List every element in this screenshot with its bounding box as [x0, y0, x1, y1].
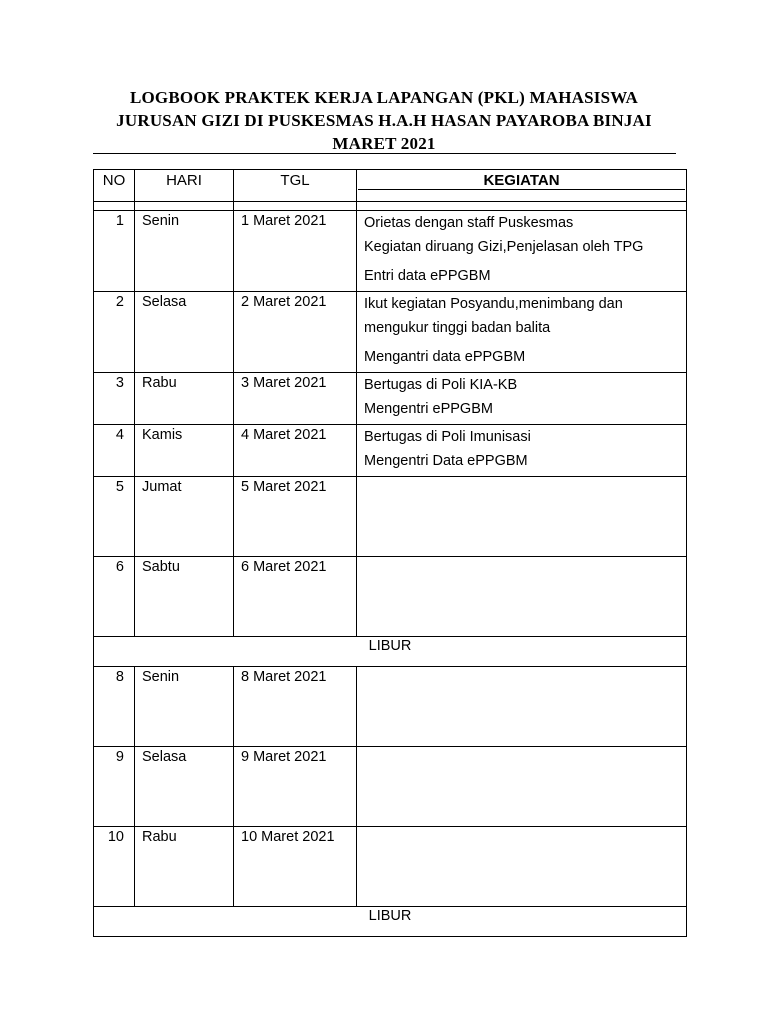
cell-kegiatan — [357, 292, 687, 373]
hari-value: Senin — [142, 669, 180, 685]
hari-value: Selasa — [142, 294, 187, 310]
cell-hari — [135, 477, 234, 557]
title-line-1: LOGBOOK PRAKTEK KERJA LAPANGAN (PKL) MAHASISWA — [129, 88, 639, 107]
header-spacer-row — [94, 202, 687, 211]
tgl-value: 10 Maret 2021 — [241, 829, 335, 845]
cell-no — [94, 373, 135, 425]
cell-no — [94, 667, 135, 747]
tgl-value: 6 Maret 2021 — [241, 559, 327, 575]
hari-value: Senin — [142, 213, 180, 229]
no-value: 10 — [107, 829, 124, 845]
title-line-3: MARET 2021 — [332, 134, 436, 153]
header-hari: HARI — [135, 170, 234, 202]
cell-no — [94, 827, 135, 907]
table-row — [94, 211, 687, 292]
libur-label: LIBUR — [368, 908, 412, 924]
kegiatan-line: Mengentri ePPGBM — [364, 401, 493, 417]
hari-value: Sabtu — [142, 559, 180, 575]
libur-cell — [94, 637, 687, 667]
tgl-value: 1 Maret 2021 — [241, 213, 327, 229]
cell-tgl — [234, 477, 357, 557]
libur-cell — [94, 907, 687, 937]
table-row — [94, 667, 687, 747]
cell-no — [94, 292, 135, 373]
kegiatan-line: Ikut kegiatan Posyandu,menimbang dan — [364, 296, 623, 312]
cell-hari — [135, 425, 234, 477]
no-value: 2 — [115, 294, 124, 310]
cell-hari — [135, 292, 234, 373]
tgl-value: 8 Maret 2021 — [241, 669, 327, 685]
no-value: 1 — [115, 213, 124, 229]
no-value: 4 — [115, 427, 124, 443]
cell-kegiatan — [357, 557, 687, 637]
document-title — [0, 86, 768, 155]
cell-no — [94, 557, 135, 637]
kegiatan-line: Bertugas di Poli KIA-KB — [364, 377, 518, 393]
no-value: 6 — [115, 559, 124, 575]
kegiatan-line: Orietas dengan staff Puskesmas — [364, 215, 574, 231]
cell-tgl — [234, 292, 357, 373]
hari-value: Kamis — [142, 427, 183, 443]
cell-tgl — [234, 557, 357, 637]
cell-hari — [135, 211, 234, 292]
hari-value: Rabu — [142, 375, 177, 391]
cell-no — [94, 477, 135, 557]
cell-kegiatan — [357, 827, 687, 907]
libur-label: LIBUR — [368, 638, 412, 654]
kegiatan-line: Mengantri data ePPGBM — [364, 349, 526, 365]
cell-kegiatan — [357, 667, 687, 747]
header-row — [94, 170, 687, 202]
libur-row — [94, 637, 687, 667]
hari-value: Rabu — [142, 829, 177, 845]
cell-hari — [135, 557, 234, 637]
tgl-value: 2 Maret 2021 — [241, 294, 327, 310]
kegiatan-line: Mengentri Data ePPGBM — [364, 453, 528, 469]
table-row — [94, 747, 687, 827]
cell-hari — [135, 373, 234, 425]
cell-no — [94, 425, 135, 477]
cell-hari — [135, 667, 234, 747]
cell-tgl — [234, 747, 357, 827]
logbook-body — [94, 211, 687, 937]
cell-kegiatan — [357, 373, 687, 425]
tgl-value: 3 Maret 2021 — [241, 375, 327, 391]
table-row — [94, 477, 687, 557]
table-row — [94, 557, 687, 637]
cell-tgl — [234, 425, 357, 477]
no-value: 3 — [115, 375, 124, 391]
libur-row — [94, 907, 687, 937]
title-line-2: JURUSAN GIZI DI PUSKESMAS H.A.H HASAN PAYAROBA BINJAI — [116, 111, 652, 130]
header-kegiatan — [357, 170, 687, 202]
header-tgl: TGL — [234, 170, 357, 202]
hari-value: Jumat — [142, 479, 182, 495]
cell-no — [94, 747, 135, 827]
table-row — [94, 425, 687, 477]
cell-hari — [135, 827, 234, 907]
header-kegiatan-label: KEGIATAN — [358, 170, 685, 190]
cell-kegiatan — [357, 747, 687, 827]
hari-value: Selasa — [142, 749, 187, 765]
tgl-value: 4 Maret 2021 — [241, 427, 327, 443]
cell-tgl — [234, 373, 357, 425]
table-row — [94, 373, 687, 425]
table-row — [94, 827, 687, 907]
cell-tgl — [234, 827, 357, 907]
no-value: 8 — [115, 669, 124, 685]
no-value: 5 — [115, 479, 124, 495]
cell-tgl — [234, 211, 357, 292]
title-underline — [93, 153, 676, 154]
cell-kegiatan — [357, 477, 687, 557]
cell-tgl — [234, 667, 357, 747]
logbook-table — [93, 169, 687, 937]
cell-kegiatan — [357, 211, 687, 292]
tgl-value: 5 Maret 2021 — [241, 479, 327, 495]
table-row — [94, 292, 687, 373]
kegiatan-line: Bertugas di Poli Imunisasi — [364, 429, 531, 445]
cell-no — [94, 211, 135, 292]
cell-hari — [135, 747, 234, 827]
cell-kegiatan — [357, 425, 687, 477]
kegiatan-line: mengukur tinggi badan balita — [364, 320, 551, 336]
header-no: NO — [94, 170, 135, 202]
kegiatan-line: Kegiatan diruang Gizi,Penjelasan oleh TPG — [364, 239, 644, 255]
tgl-value: 9 Maret 2021 — [241, 749, 327, 765]
no-value: 9 — [115, 749, 124, 765]
kegiatan-line: Entri data ePPGBM — [364, 268, 491, 284]
